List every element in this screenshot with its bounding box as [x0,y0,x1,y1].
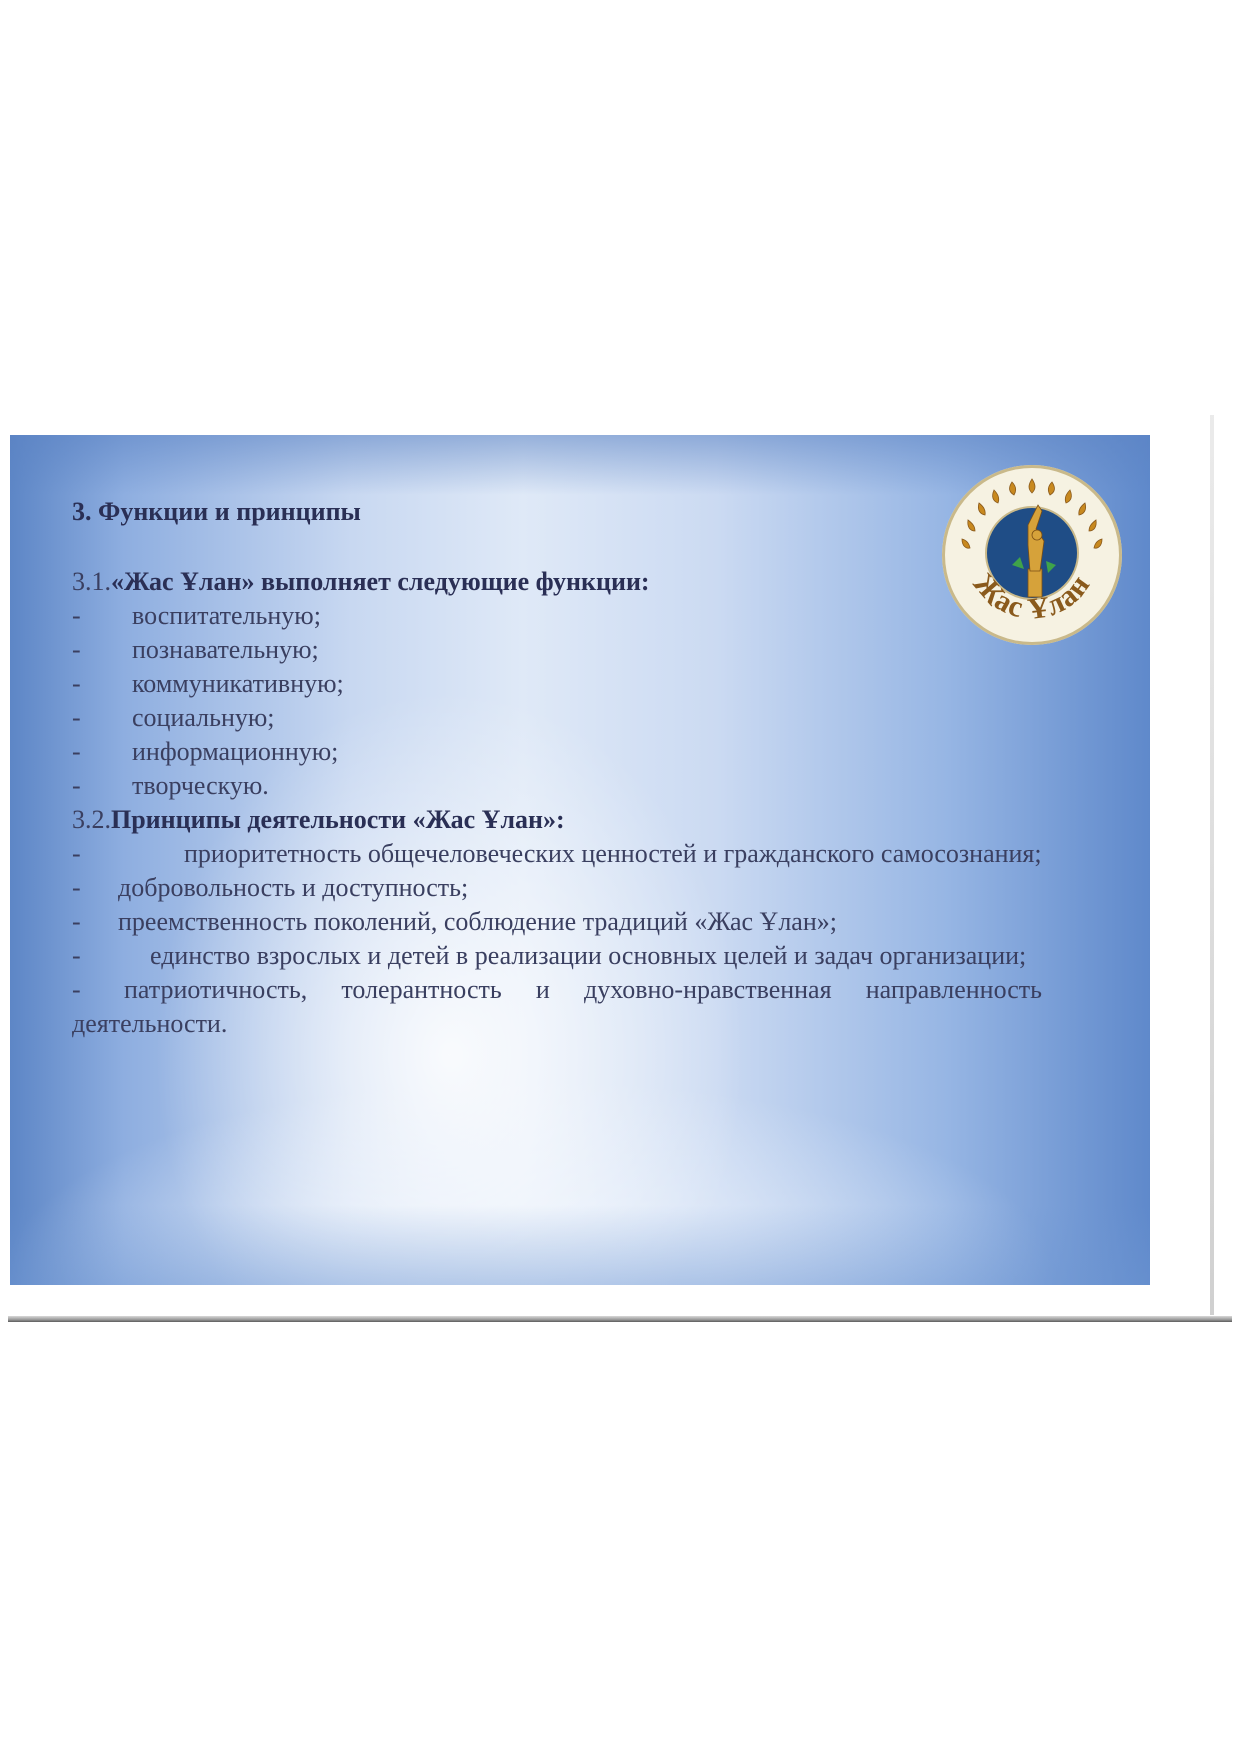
list-item [72,837,1042,871]
list-dash: - [72,975,81,1004]
list-item [72,769,1042,803]
section-1-title [72,565,1042,599]
list-item-text: преемственность поколений, соблюдение традиций «Жас Ұлан»; [118,907,837,936]
section-2-heading: Принципы деятельности «Жас Ұлан»: [111,805,565,834]
list-dash: - [72,839,81,868]
list-dash: - [72,601,81,630]
slide-content [72,495,1042,1041]
list-item-text: информационную; [132,737,339,766]
list-item [72,973,1042,1041]
page-title: 3. Функции и принципы [72,497,361,526]
list-item [72,667,1042,701]
list-item [72,735,1042,769]
list-item [72,599,1042,633]
list-item-text: приоритетность общечеловеческих ценностей и гражданского самосознания; [184,839,1042,868]
list-item-text: добровольность и доступность; [118,873,469,902]
list-dash: - [72,873,81,902]
list-dash: - [72,941,81,970]
list-dash: - [72,771,81,800]
list-item-text: единство взрослых и детей в реализации основных целей и задач организации; [150,941,1027,970]
list-item-text: патриотичность, толерантность и духовно-нравственная направленность деятельности. [72,975,1042,1038]
section-1-heading: «Жас Ұлан» выполняет следующие функции: [111,567,650,596]
scan-edge-shadow [1210,415,1214,1315]
list-dash: - [72,669,81,698]
section-2-title [72,803,1042,837]
list-dash: - [72,907,81,936]
list-dash: - [72,635,81,664]
list-dash: - [72,703,81,732]
list-item-text: коммуникативную; [132,669,344,698]
list-item-text: творческую. [132,771,269,800]
list-item-text: воспитательную; [132,601,321,630]
list-dash: - [72,737,81,766]
list-item [72,905,1042,939]
list-item [72,871,1042,905]
section-2-number: 3.2. [72,805,111,834]
list-item [72,701,1042,735]
slide-page [10,435,1150,1285]
list-item [72,633,1042,667]
list-item [72,939,1042,973]
logo-text: Жас Ұлан [966,567,1097,627]
scan-page-edge [8,1316,1232,1322]
list-item-text: познавательную; [132,635,319,664]
list-item-text: социальную; [132,703,275,732]
section-1-number: 3.1. [72,567,111,596]
